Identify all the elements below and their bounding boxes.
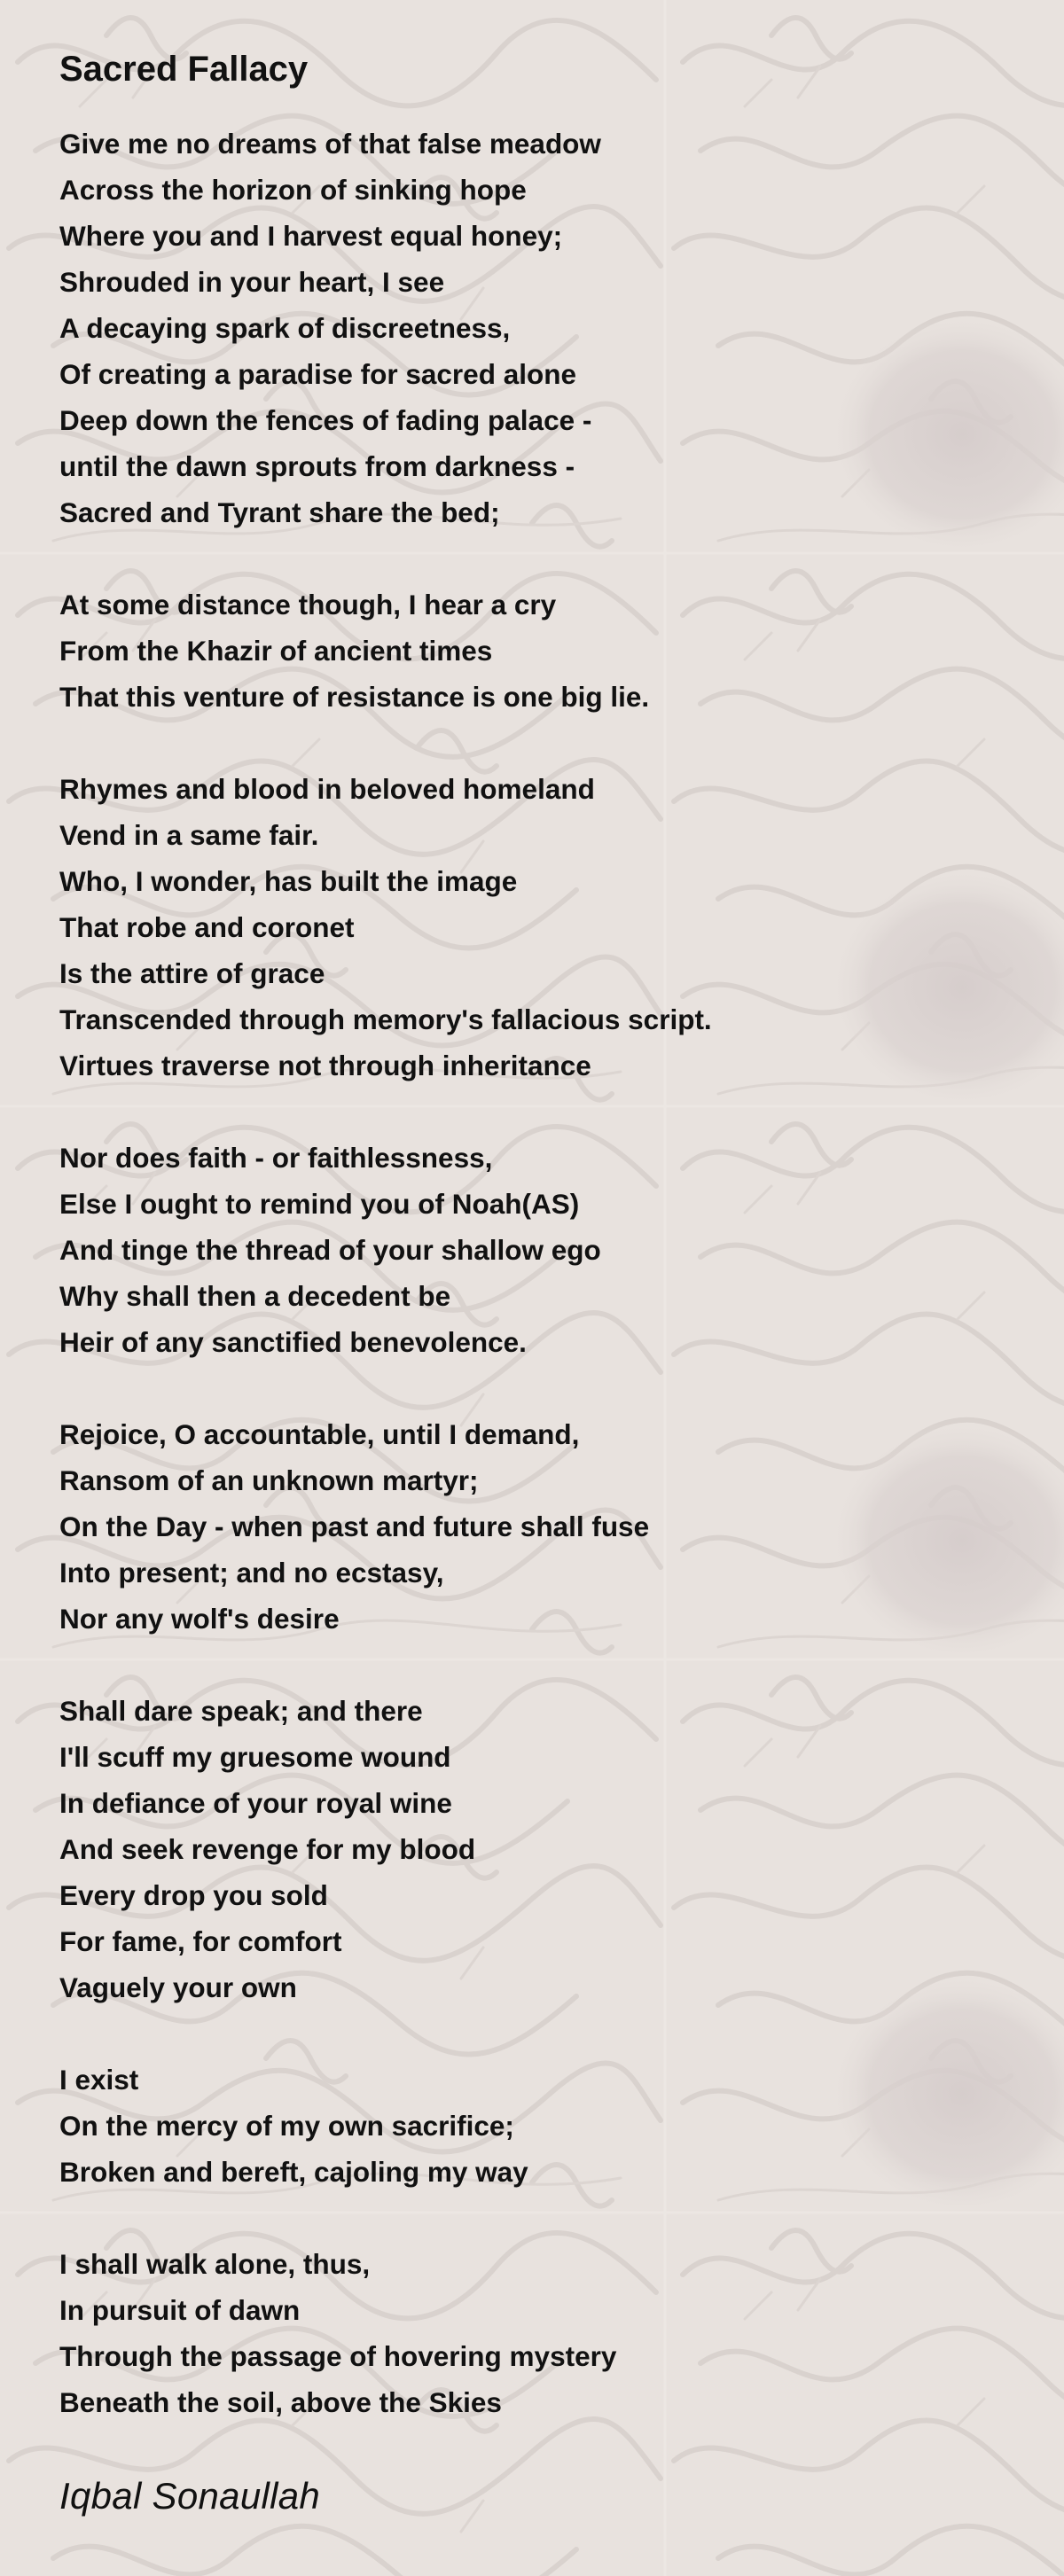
- poem-line: Across the horizon of sinking hope: [59, 174, 527, 206]
- poem-line: Vaguely your own: [59, 1971, 297, 2003]
- poem-content: [59, 39, 1017, 2525]
- poem-line: Shall dare speak; and there: [59, 1695, 423, 1727]
- poem-stanza: [59, 766, 1017, 1089]
- poem-line: Nor does faith - or faithlessness,: [59, 1142, 493, 1174]
- poem-line: Beneath the soil, above the Skies: [59, 2386, 502, 2418]
- poem-line: Rejoice, O accountable, until I demand,: [59, 1418, 580, 1450]
- poem-line: Vend in a same fair.: [59, 819, 319, 851]
- poem-line: Give me no dreams of that false meadow: [59, 128, 601, 160]
- poem-line: Is the attire of grace: [59, 957, 325, 989]
- poem-line: A decaying spark of discreetness,: [59, 312, 511, 344]
- poem-line: And tinge the thread of your shallow ego: [59, 1234, 601, 1266]
- poem-line: At some distance though, I hear a cry: [59, 589, 557, 621]
- poem-line: I'll scuff my gruesome wound: [59, 1741, 451, 1773]
- poem-line: For fame, for comfort: [59, 1925, 342, 1957]
- poem-line: Shrouded in your heart, I see: [59, 266, 445, 298]
- poem-line: Of creating a paradise for sacred alone: [59, 358, 576, 390]
- poem-stanza: [59, 1688, 1017, 2010]
- poem-stanza: [59, 2241, 1017, 2425]
- poem-line: Nor any wolf's desire: [59, 1603, 340, 1635]
- poem-line: Heir of any sanctified benevolence.: [59, 1326, 527, 1358]
- poem-line: Sacred and Tyrant share the bed;: [59, 496, 500, 528]
- poem-stanza: [59, 582, 1017, 720]
- poem-line: On the Day - when past and future shall fuse: [59, 1510, 650, 1542]
- poem-line: I shall walk alone, thus,: [59, 2248, 371, 2280]
- poem-line: That robe and coronet: [59, 911, 355, 943]
- poem-line: That this venture of resistance is one big lie.: [59, 681, 650, 713]
- poem-line: Broken and bereft, cajoling my way: [59, 2156, 528, 2188]
- poem-line: Through the passage of hovering mystery: [59, 2340, 617, 2372]
- poem-line: until the dawn sprouts from darkness -: [59, 450, 575, 482]
- poem-line: Else I ought to remind you of Noah(AS): [59, 1188, 580, 1220]
- poem-line: Who, I wonder, has built the image: [59, 865, 518, 897]
- poem-stanza: [59, 2057, 1017, 2195]
- poem-line: Virtues traverse not through inheritance: [59, 1050, 591, 1081]
- poem-line: And seek revenge for my blood: [59, 1833, 476, 1865]
- poem-line: Rhymes and blood in beloved homeland: [59, 773, 595, 805]
- poem-line: Every drop you sold: [59, 1879, 328, 1911]
- poem-line: On the mercy of my own sacrifice;: [59, 2110, 514, 2142]
- poem-line: From the Khazir of ancient times: [59, 635, 493, 667]
- poem-author: Iqbal Sonaullah: [59, 2475, 321, 2517]
- poem-line: Deep down the fences of fading palace -: [59, 404, 592, 436]
- poem-stanza: [59, 1135, 1017, 1365]
- poem-stanza: [59, 1411, 1017, 1642]
- poem-line: Into present; and no ecstasy,: [59, 1557, 444, 1589]
- poem-line: Ransom of an unknown martyr;: [59, 1464, 479, 1496]
- poem-body: [59, 121, 1017, 2425]
- poem-line: Why shall then a decedent be: [59, 1280, 451, 1312]
- poem-line: Transcended through memory's fallacious script.: [59, 1003, 712, 1035]
- poem-line: Where you and I harvest equal honey;: [59, 220, 563, 252]
- poem-line: In pursuit of dawn: [59, 2294, 301, 2326]
- poem-title: Sacred Fallacy: [59, 50, 309, 89]
- poem-line: In defiance of your royal wine: [59, 1787, 452, 1819]
- poem-stanza: [59, 121, 1017, 535]
- poem-line: I exist: [59, 2064, 139, 2096]
